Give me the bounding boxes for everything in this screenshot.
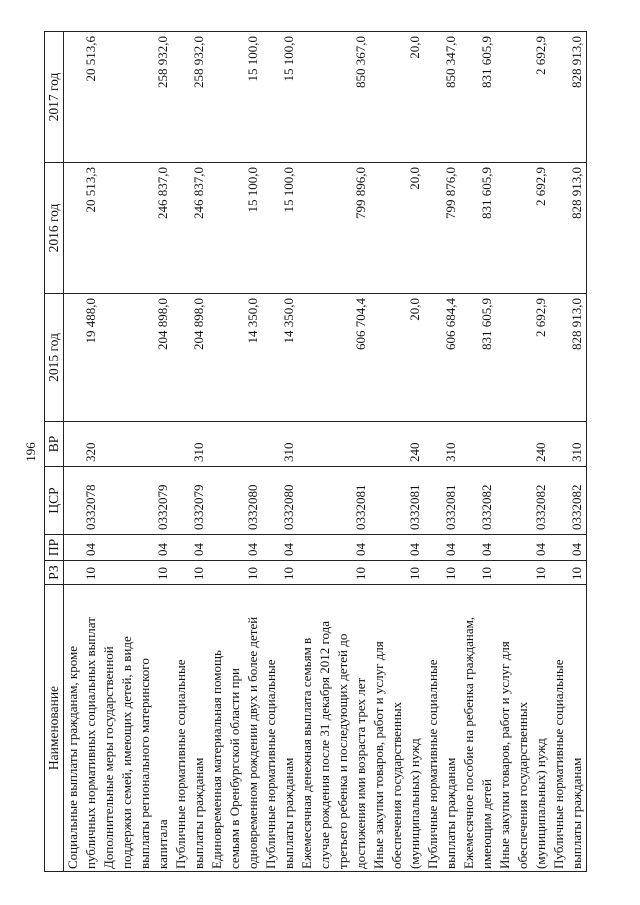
row-rz: 10 bbox=[208, 561, 262, 585]
row-2017: 831 605,9 bbox=[460, 32, 496, 163]
row-csr: 0332080 bbox=[262, 467, 298, 535]
header-2015: 2015 год bbox=[45, 294, 64, 422]
header-csr: ЦСР bbox=[45, 467, 64, 535]
table-row bbox=[172, 32, 208, 872]
table-row bbox=[64, 32, 101, 872]
row-name-line: (муниципальных) нужд bbox=[407, 738, 422, 869]
row-name-line: Дополнительные меры государственной bbox=[101, 646, 116, 869]
row-name-line: Публичные нормативные социальные bbox=[173, 659, 188, 869]
row-name-cell bbox=[298, 585, 370, 872]
row-2015: 20,0 bbox=[370, 294, 424, 422]
header-rz: РЗ bbox=[45, 561, 64, 585]
row-2015: 2 692,9 bbox=[496, 294, 550, 422]
row-pr: 04 bbox=[262, 535, 298, 561]
row-csr: 0332081 bbox=[424, 467, 460, 535]
row-2017: 20 513,6 bbox=[64, 32, 101, 163]
row-vr: 320 bbox=[64, 422, 101, 467]
row-2017: 20,0 bbox=[370, 32, 424, 163]
header-2016: 2016 год bbox=[45, 163, 64, 294]
rotated-page bbox=[20, 12, 620, 892]
row-rz: 10 bbox=[172, 561, 208, 585]
row-name-line: Иные закупки товаров, работ и услуг для bbox=[371, 641, 386, 869]
row-csr: 0332079 bbox=[172, 467, 208, 535]
row-name-cell bbox=[550, 585, 587, 872]
header-name: Наименование bbox=[45, 585, 64, 872]
row-vr: 310 bbox=[262, 422, 298, 467]
row-rz: 10 bbox=[262, 561, 298, 585]
row-2015: 831 605,9 bbox=[460, 294, 496, 422]
table-row bbox=[370, 32, 424, 872]
row-2017: 15 100,0 bbox=[208, 32, 262, 163]
row-csr: 0332081 bbox=[370, 467, 424, 535]
row-vr bbox=[460, 422, 496, 467]
row-vr: 240 bbox=[370, 422, 424, 467]
row-2015: 828 913,0 bbox=[550, 294, 587, 422]
row-vr bbox=[208, 422, 262, 467]
row-2016: 799 896,0 bbox=[298, 163, 370, 294]
row-name-line: Иные закупки товаров, работ и услуг для bbox=[497, 641, 512, 869]
row-name-line: Публичные нормативные социальные bbox=[551, 659, 566, 869]
table-row bbox=[208, 32, 262, 872]
row-csr: 0332082 bbox=[460, 467, 496, 535]
row-pr: 04 bbox=[172, 535, 208, 561]
row-name-line: достижения ими возраста трех лет bbox=[353, 677, 368, 869]
row-csr: 0332082 bbox=[550, 467, 587, 535]
row-2017: 850 367,0 bbox=[298, 32, 370, 163]
row-name-line: капитала bbox=[155, 819, 170, 869]
row-name-line: Ежемесячное пособие на ребенка гражданам, bbox=[461, 616, 476, 869]
row-name-line: поддержки семей, имеющих детей, в виде bbox=[119, 636, 134, 869]
header-pr: ПР bbox=[45, 535, 64, 561]
row-rz: 10 bbox=[370, 561, 424, 585]
row-name-line: Ежемесячная денежная выплата семьям в bbox=[299, 637, 314, 869]
page-number: 196 bbox=[23, 442, 38, 462]
row-pr: 04 bbox=[64, 535, 101, 561]
row-pr: 04 bbox=[100, 535, 172, 561]
row-name-line: выплаты гражданам bbox=[443, 757, 458, 869]
row-2015: 606 684,4 bbox=[424, 294, 460, 422]
header-2017: 2017 год bbox=[45, 32, 64, 163]
row-2017: 828 913,0 bbox=[550, 32, 587, 163]
row-name-cell bbox=[208, 585, 262, 872]
row-name-line: Единовременная материальная помощь bbox=[209, 650, 224, 869]
row-2016: 20,0 bbox=[370, 163, 424, 294]
row-name-line: выплаты гражданам bbox=[281, 757, 296, 869]
row-2016: 246 837,0 bbox=[100, 163, 172, 294]
row-name-cell bbox=[496, 585, 550, 872]
table-body bbox=[64, 32, 587, 872]
table-row bbox=[298, 32, 370, 872]
row-name-line: обеспечения государственных bbox=[389, 701, 404, 869]
row-rz: 10 bbox=[496, 561, 550, 585]
row-2016: 15 100,0 bbox=[262, 163, 298, 294]
row-rz: 10 bbox=[424, 561, 460, 585]
row-name-line: Социальные выплаты гражданам, кроме bbox=[65, 646, 80, 869]
row-2015: 204 898,0 bbox=[172, 294, 208, 422]
row-rz: 10 bbox=[100, 561, 172, 585]
row-vr: 310 bbox=[550, 422, 587, 467]
row-2016: 20 513,3 bbox=[64, 163, 101, 294]
row-csr: 0332081 bbox=[298, 467, 370, 535]
row-2015: 14 350,0 bbox=[208, 294, 262, 422]
row-name-line: случае рождения после 31 декабря 2012 года bbox=[317, 621, 332, 869]
row-pr: 04 bbox=[550, 535, 587, 561]
row-pr: 04 bbox=[298, 535, 370, 561]
table-row bbox=[424, 32, 460, 872]
row-rz: 10 bbox=[550, 561, 587, 585]
row-name-line: Публичные нормативные социальные bbox=[425, 659, 440, 869]
row-2015: 204 898,0 bbox=[100, 294, 172, 422]
row-vr: 310 bbox=[424, 422, 460, 467]
row-2017: 2 692,9 bbox=[496, 32, 550, 163]
row-name-cell bbox=[370, 585, 424, 872]
row-2015: 14 350,0 bbox=[262, 294, 298, 422]
row-2016: 799 876,0 bbox=[424, 163, 460, 294]
row-rz: 10 bbox=[64, 561, 101, 585]
row-2015: 19 488,0 bbox=[64, 294, 101, 422]
row-pr: 04 bbox=[208, 535, 262, 561]
row-name-cell bbox=[424, 585, 460, 872]
row-name-line: выплаты гражданам bbox=[191, 757, 206, 869]
row-2016: 2 692,9 bbox=[496, 163, 550, 294]
row-2017: 850 347,0 bbox=[424, 32, 460, 163]
budget-table bbox=[44, 31, 587, 872]
table-row bbox=[550, 32, 587, 872]
row-name-line: Публичные нормативные социальные bbox=[263, 659, 278, 869]
table-row bbox=[460, 32, 496, 872]
row-vr bbox=[100, 422, 172, 467]
header-vr: ВР bbox=[45, 422, 64, 467]
row-name-cell bbox=[262, 585, 298, 872]
row-rz: 10 bbox=[460, 561, 496, 585]
row-name-cell bbox=[460, 585, 496, 872]
row-vr bbox=[298, 422, 370, 467]
row-name-cell bbox=[64, 585, 101, 872]
table-header-row bbox=[45, 32, 64, 872]
row-csr: 0332082 bbox=[496, 467, 550, 535]
row-pr: 04 bbox=[370, 535, 424, 561]
row-name-line: третьего ребенка и последующих детей до bbox=[335, 633, 350, 869]
row-2016: 828 913,0 bbox=[550, 163, 587, 294]
row-vr: 310 bbox=[172, 422, 208, 467]
row-pr: 04 bbox=[460, 535, 496, 561]
table-row bbox=[496, 32, 550, 872]
row-2017: 258 932,0 bbox=[100, 32, 172, 163]
row-csr: 0332079 bbox=[100, 467, 172, 535]
row-csr: 0332080 bbox=[208, 467, 262, 535]
row-name-line: семьям в Оренбургской области при bbox=[227, 667, 242, 869]
table-row bbox=[100, 32, 172, 872]
table-row bbox=[262, 32, 298, 872]
row-2015: 606 704,4 bbox=[298, 294, 370, 422]
row-2017: 258 932,0 bbox=[172, 32, 208, 163]
row-pr: 04 bbox=[496, 535, 550, 561]
row-name-line: (муниципальных) нужд bbox=[533, 738, 548, 869]
row-csr: 0332078 bbox=[64, 467, 101, 535]
row-pr: 04 bbox=[424, 535, 460, 561]
row-2016: 246 837,0 bbox=[172, 163, 208, 294]
row-2016: 831 605,9 bbox=[460, 163, 496, 294]
row-name-line: выплаты регионального материнского bbox=[137, 658, 152, 869]
row-vr: 240 bbox=[496, 422, 550, 467]
row-rz: 10 bbox=[298, 561, 370, 585]
row-name-line: имеющим детей bbox=[479, 779, 494, 869]
row-2016: 15 100,0 bbox=[208, 163, 262, 294]
row-name-cell bbox=[172, 585, 208, 872]
row-name-cell bbox=[100, 585, 172, 872]
row-name-line: одновременном рождении двух и более детей bbox=[245, 616, 260, 869]
row-name-line: выплаты гражданам bbox=[569, 757, 584, 869]
row-2017: 15 100,0 bbox=[262, 32, 298, 163]
row-name-line: обеспечения государственных bbox=[515, 701, 530, 869]
row-name-line: публичных нормативных социальных выплат bbox=[83, 617, 98, 869]
